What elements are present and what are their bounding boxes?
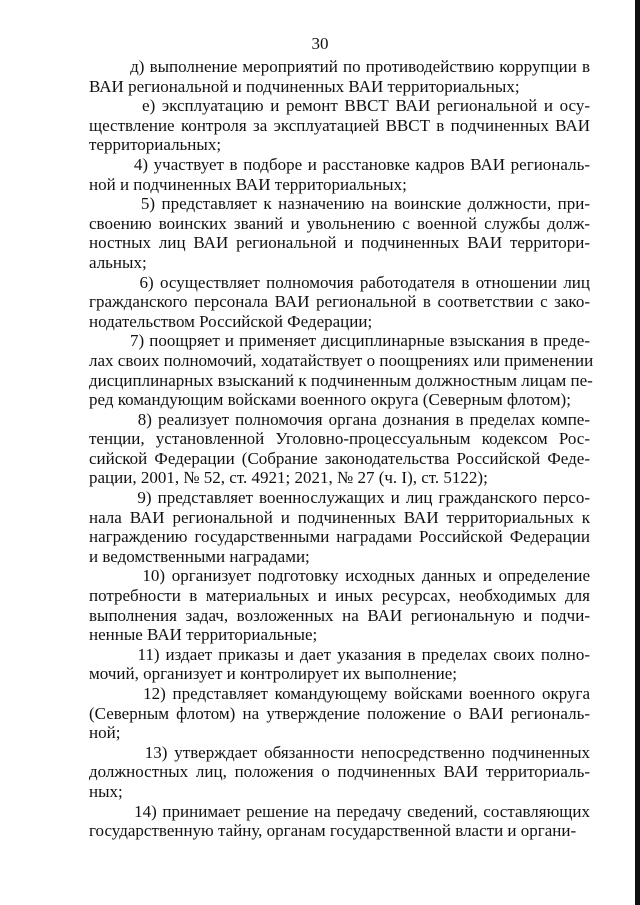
- text-line: своению воинских званий и увольнению с военной службы долж-: [89, 213, 590, 233]
- paragraph-10: [89, 566, 590, 644]
- text-line: и ведомственными наградами;: [89, 546, 310, 566]
- text-line: сийской Федерации (Собрание законодательства Российской Феде-: [89, 448, 590, 468]
- paragraph-12: [89, 684, 590, 743]
- text-line: рации, 2001, № 52, ст. 4921; 2021, № 27 (ч. I), ст. 5122);: [89, 468, 488, 488]
- text-line: государственную тайну, органам государственной власти и органи-: [89, 821, 577, 841]
- text-line: потребности в материальных и иных ресурсах, необходимых для: [89, 586, 590, 606]
- text-line: нала ВАИ региональной и подчиненных ВАИ территориальных к: [89, 507, 590, 527]
- paragraph-d: [89, 57, 590, 96]
- paragraph-13: [89, 743, 590, 802]
- text-line: мочий, организует и контролирует их выполнение;: [89, 664, 458, 684]
- paragraph-6: [89, 273, 590, 332]
- paragraph-5: [89, 194, 590, 272]
- text-line: гражданского персонала ВАИ региональной в соответствии с зако-: [89, 292, 590, 312]
- paragraph-8: [89, 410, 590, 488]
- text-line: 4) участвует в подборе и расстановке кадров ВАИ региональ-: [89, 154, 590, 174]
- body-text: [89, 57, 594, 841]
- text-line: 8) реализует полномочия органа дознания в пределах компе-: [89, 409, 590, 429]
- text-line: ВАИ региональной и подчиненных ВАИ территориальных;: [89, 76, 520, 96]
- paragraph-7: [89, 331, 594, 410]
- text-line: д) выполнение мероприятий по противодействию коррупции в: [89, 57, 590, 76]
- text-line: ных;: [89, 781, 123, 801]
- text-line: ществление контроля за эксплуатацией ВВСТ в подчиненных ВАИ: [89, 115, 590, 135]
- text-line: 14) принимает решение на передачу сведений, составляющих: [89, 801, 590, 821]
- text-line: е) эксплуатацию и ремонт ВВСТ ВАИ региональной и осу-: [89, 96, 590, 116]
- paragraph-4: [89, 155, 590, 194]
- text-line: (Северным флотом) на утверждение положение о ВАИ региональ-: [89, 703, 590, 723]
- text-line: 13) утверждает обязанности непосредственно подчиненных: [89, 742, 590, 762]
- paragraph-11: [89, 645, 590, 684]
- text-line: дисциплинарных взысканий к подчиненным должностным лицам пе-: [89, 370, 593, 390]
- paragraph-9: [89, 488, 590, 566]
- text-line: выполнения задач, возложенных на ВАИ региональную и подчи-: [89, 605, 590, 625]
- text-line: лах своих полномочий, ходатайствует о поощрениях или применении: [89, 350, 594, 370]
- text-line: 7) поощряет и применяет дисциплинарные взыскания в преде-: [89, 331, 590, 351]
- text-line: награждению государственными наградами Российской Федерации: [89, 527, 590, 547]
- text-line: ненные ВАИ территориальные;: [89, 625, 318, 645]
- text-line: нодательством Российской Федерации;: [89, 311, 373, 331]
- text-line: 12) представляет командующему войсками военного округа: [89, 684, 590, 703]
- text-line: ред командующим войсками военного округа (Северным флотом);: [89, 390, 571, 410]
- scan-edge: [635, 0, 640, 905]
- paragraph-e: [89, 96, 590, 155]
- text-line: тенции, установленной Уголовно-процессуальным кодексом Рос-: [89, 429, 590, 449]
- text-line: ностных лиц ВАИ региональной и подчиненных ВАИ территори-: [89, 233, 590, 253]
- paragraph-14: [89, 802, 590, 841]
- page-number: 30: [311, 34, 329, 53]
- text-line: 11) издает приказы и дает указания в пределах своих полно-: [89, 644, 590, 664]
- text-line: 9) представляет военнослужащих и лиц гражданского персо-: [89, 488, 590, 508]
- text-line: ной;: [89, 723, 121, 743]
- text-line: альных;: [89, 252, 147, 272]
- text-line: 6) осуществляет полномочия работодателя в отношении лиц: [89, 272, 590, 292]
- text-line: 10) организует подготовку исходных данных и определение: [89, 566, 590, 586]
- text-line: территориальных;: [89, 135, 222, 155]
- text-line: ной и подчиненных ВАИ территориальных;: [89, 174, 407, 194]
- text-line: 5) представляет к назначению на воинские должности, при-: [89, 194, 590, 214]
- text-line: должностных лиц, положения о подчиненных ВАИ территориаль-: [89, 762, 590, 782]
